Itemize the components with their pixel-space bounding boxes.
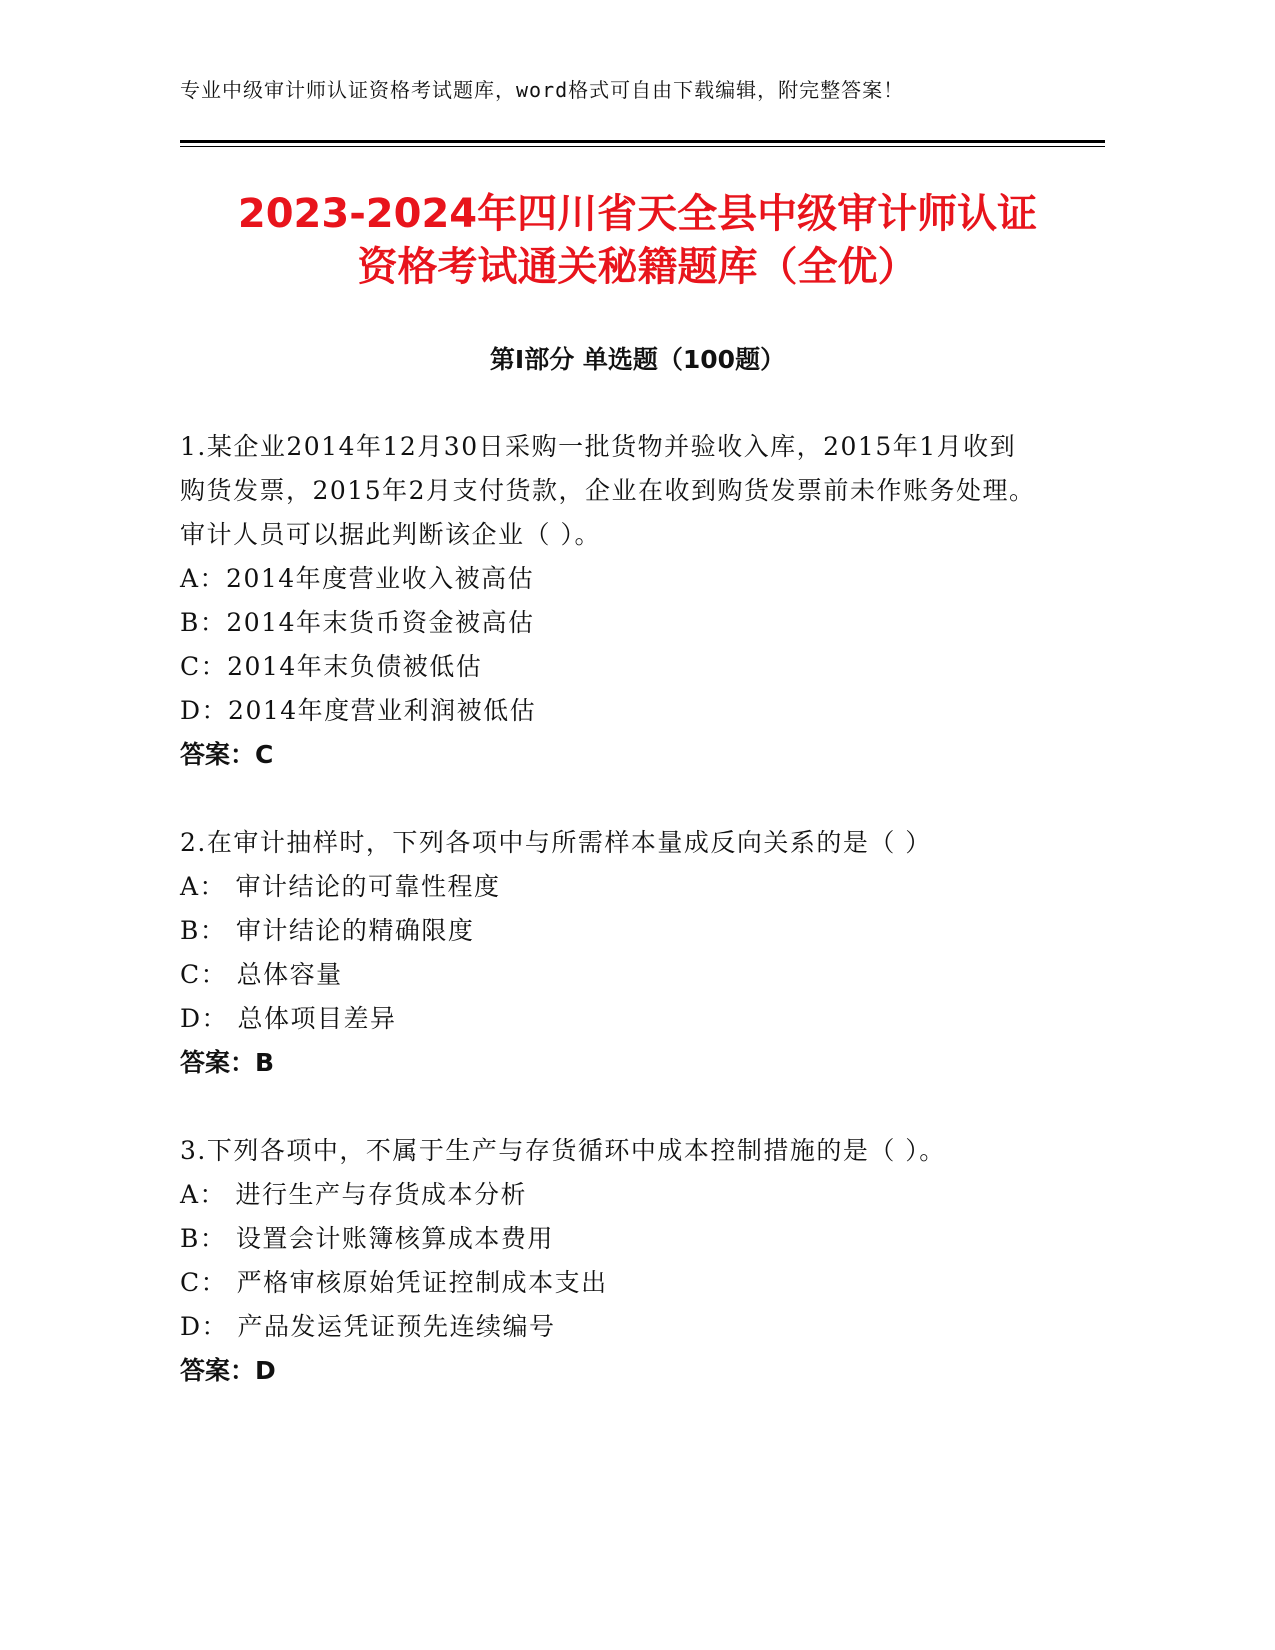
document-title-line-2: 资格考试通关秘籍题库（全优） bbox=[357, 244, 918, 290]
option-b: B：2014年末货币资金被高估 bbox=[180, 608, 535, 637]
question-stem: 1.某企业2014年12月30日采购一批货物并验收入库，2015年1月收到购货发票，2015年2月支付货款，企业在收到购货发票前未作账务处理。审计人员可以据此判断该企业（ ）。 bbox=[180, 432, 1036, 549]
question-1 bbox=[180, 425, 1040, 777]
answer: 答案：D bbox=[180, 1356, 276, 1385]
question-2 bbox=[180, 821, 1040, 1085]
option-b: B： 审计结论的精确限度 bbox=[180, 916, 475, 945]
header-rule-thin bbox=[180, 146, 1105, 147]
option-d: D： 总体项目差异 bbox=[180, 1004, 397, 1033]
question-list bbox=[180, 425, 1040, 1437]
question-3 bbox=[180, 1129, 1040, 1393]
header-rule-thick bbox=[180, 140, 1105, 143]
option-a: A： 审计结论的可靠性程度 bbox=[180, 872, 501, 901]
option-c: C： 总体容量 bbox=[180, 960, 343, 989]
option-d: D： 产品发运凭证预先连续编号 bbox=[180, 1312, 556, 1341]
question-stem: 3.下列各项中，不属于生产与存货循环中成本控制措施的是（ ）。 bbox=[180, 1136, 946, 1165]
answer: 答案：C bbox=[180, 740, 274, 769]
document-title bbox=[140, 188, 1135, 294]
option-a: A： 进行生产与存货成本分析 bbox=[180, 1180, 528, 1209]
section-title: 第Ⅰ部分 单选题（100题） bbox=[489, 345, 786, 374]
header-note: 专业中级审计师认证资格考试题库，word格式可自由下载编辑，附完整答案！ bbox=[180, 78, 905, 102]
answer: 答案：B bbox=[180, 1048, 275, 1077]
option-a: A：2014年度营业收入被高估 bbox=[180, 564, 535, 593]
option-c: C：2014年末负债被低估 bbox=[180, 652, 483, 681]
document-title-line-1: 2023-2024年四川省天全县中级审计师认证 bbox=[237, 191, 1038, 237]
question-stem: 2.在审计抽样时，下列各项中与所需样本量成反向关系的是（ ） bbox=[180, 828, 932, 857]
option-c: C： 严格审核原始凭证控制成本支出 bbox=[180, 1268, 608, 1297]
option-b: B： 设置会计账簿核算成本费用 bbox=[180, 1224, 554, 1253]
option-d: D：2014年度营业利润被低估 bbox=[180, 696, 537, 725]
